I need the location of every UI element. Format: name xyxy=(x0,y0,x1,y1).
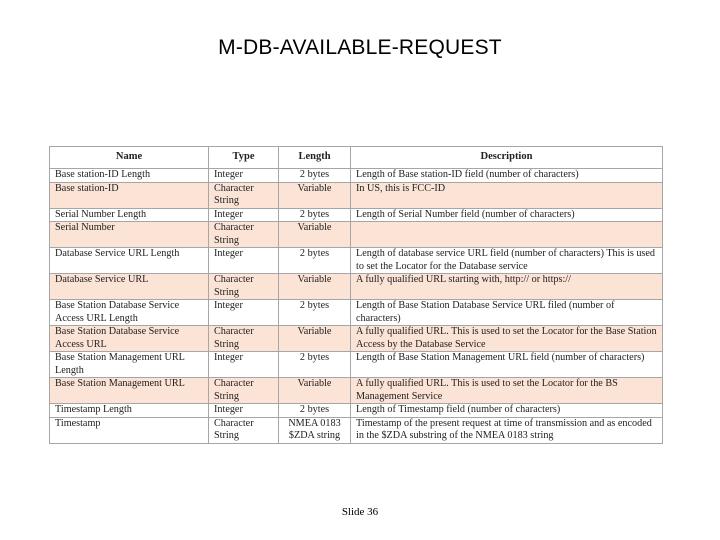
cell-type: Character String xyxy=(209,417,279,443)
cell-type: Character String xyxy=(209,378,279,404)
cell-name: Serial Number Length xyxy=(50,208,209,222)
cell-name: Timestamp Length xyxy=(50,404,209,418)
cell-type: Integer xyxy=(209,404,279,418)
table-row xyxy=(50,274,663,300)
cell-length: Variable xyxy=(279,222,351,248)
cell-name: Base Station Management URL Length xyxy=(50,352,209,378)
table-header-row xyxy=(50,147,663,169)
cell-description: Length of Timestamp field (number of characters) xyxy=(351,404,663,418)
table-row xyxy=(50,300,663,326)
cell-name: Base Station Database Service Access URL Length xyxy=(50,300,209,326)
cell-name: Base Station Management URL xyxy=(50,378,209,404)
table-row xyxy=(50,404,663,418)
cell-type: Integer xyxy=(209,352,279,378)
header-length: Length xyxy=(279,147,351,169)
header-name: Name xyxy=(50,147,209,169)
cell-type: Character String xyxy=(209,326,279,352)
cell-name: Serial Number xyxy=(50,222,209,248)
cell-length: Variable xyxy=(279,378,351,404)
table-row xyxy=(50,378,663,404)
header-description: Description xyxy=(351,147,663,169)
table-row xyxy=(50,326,663,352)
table-row xyxy=(50,417,663,443)
table-row xyxy=(50,352,663,378)
cell-description: Length of Base Station Management URL field (number of characters) xyxy=(351,352,663,378)
cell-description: Length of Serial Number field (number of characters) xyxy=(351,208,663,222)
cell-name: Database Service URL xyxy=(50,274,209,300)
cell-description: Length of database service URL field (number of characters) This is used to set the Locator for the Database service xyxy=(351,248,663,274)
cell-name: Database Service URL Length xyxy=(50,248,209,274)
cell-name: Timestamp xyxy=(50,417,209,443)
table-row xyxy=(50,182,663,208)
cell-type: Integer xyxy=(209,300,279,326)
cell-description: A fully qualified URL. This is used to set the Locator for the Base Station Access by the Database Service xyxy=(351,326,663,352)
cell-length: 2 bytes xyxy=(279,208,351,222)
table-row xyxy=(50,248,663,274)
cell-description xyxy=(351,222,663,248)
cell-type: Character String xyxy=(209,274,279,300)
slide-number: Slide 36 xyxy=(341,506,379,518)
cell-type: Integer xyxy=(209,208,279,222)
cell-length: NMEA 0183 $ZDA string xyxy=(279,417,351,443)
table-row xyxy=(50,222,663,248)
cell-type: Character String xyxy=(209,182,279,208)
cell-description: Length of Base station-ID field (number of characters) xyxy=(351,169,663,183)
cell-description: A fully qualified URL starting with, http:// or https:// xyxy=(351,274,663,300)
cell-length: 2 bytes xyxy=(279,248,351,274)
table-body xyxy=(50,169,663,444)
message-fields-table xyxy=(49,146,663,444)
cell-length: 2 bytes xyxy=(279,300,351,326)
table-row xyxy=(50,169,663,183)
cell-length: 2 bytes xyxy=(279,352,351,378)
cell-length: Variable xyxy=(279,326,351,352)
cell-type: Integer xyxy=(209,248,279,274)
cell-name: Base station-ID xyxy=(50,182,209,208)
cell-name: Base Station Database Service Access URL xyxy=(50,326,209,352)
cell-length: 2 bytes xyxy=(279,404,351,418)
cell-length: Variable xyxy=(279,274,351,300)
cell-type: Integer xyxy=(209,169,279,183)
cell-description: A fully qualified URL. This is used to set the Locator for the BS Management Service xyxy=(351,378,663,404)
cell-name: Base station-ID Length xyxy=(50,169,209,183)
cell-length: Variable xyxy=(279,182,351,208)
cell-description: In US, this is FCC-ID xyxy=(351,182,663,208)
cell-type: Character String xyxy=(209,222,279,248)
cell-description: Timestamp of the present request at time of transmission and as encoded in the $ZDA substring of the NMEA 0183 string xyxy=(351,417,663,443)
cell-length: 2 bytes xyxy=(279,169,351,183)
header-type: Type xyxy=(209,147,279,169)
cell-description: Length of Base Station Database Service URL filed (number of characters) xyxy=(351,300,663,326)
table-row xyxy=(50,208,663,222)
message-fields-table-container xyxy=(49,146,662,444)
slide-title: M-DB-AVAILABLE-REQUEST xyxy=(218,36,502,59)
